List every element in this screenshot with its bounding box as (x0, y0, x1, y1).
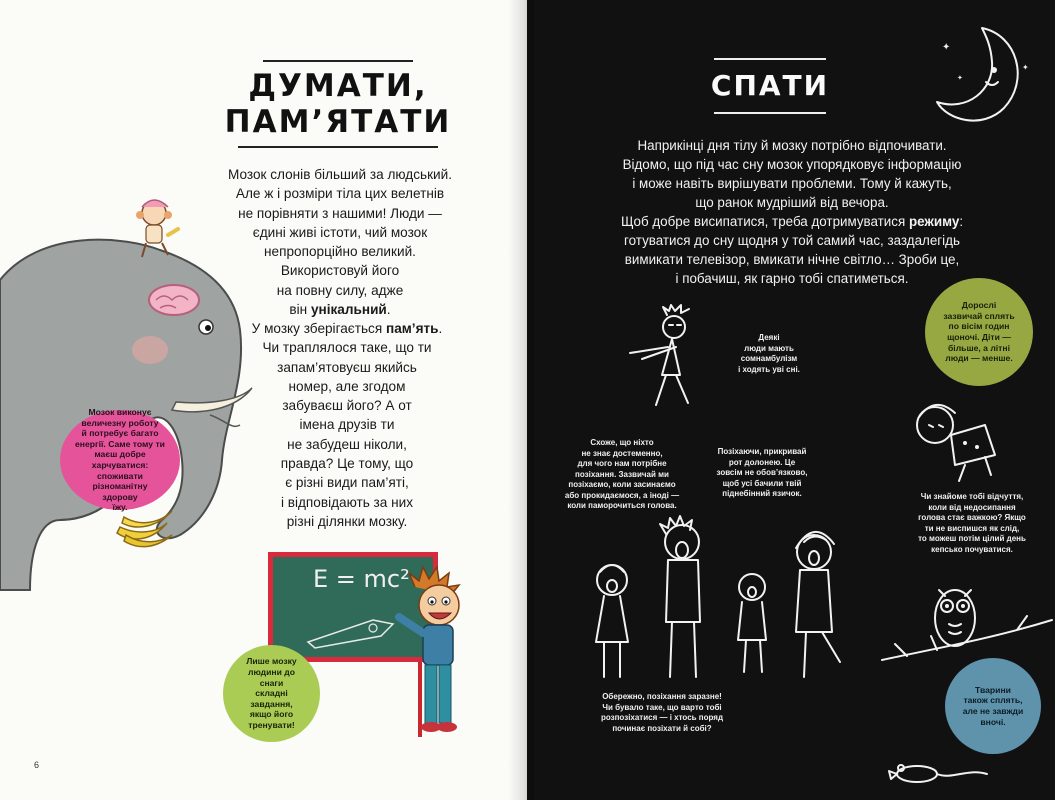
text-line: Щоб добре висипатися, треба дотримуватися режиму: (620, 214, 964, 229)
text-line: У мозку зберігається пам’ять. (251, 321, 443, 336)
child-1 (596, 565, 628, 677)
boy-illustration (385, 565, 495, 745)
text-line: і відповідають за них (280, 494, 414, 510)
text-line: Чи траплялося таке, що ти (262, 340, 432, 356)
text-line: єдині живі істоти, чий мозок (252, 224, 428, 240)
child-4 (796, 532, 840, 677)
svg-text:✦: ✦ (942, 42, 951, 53)
keyword-regime: режиму (908, 214, 960, 229)
text-line: імена друзів ти (299, 417, 395, 433)
title-rule-top (263, 60, 413, 62)
info-bubble-pink: Мозок виконує величезну роботу й потребує багато енергії. Саме тому ти маєш добре харчуватися: споживати різноманітну здорову їжу. (60, 410, 180, 510)
child-2 (660, 516, 700, 677)
left-page (0, 0, 527, 800)
page-number: 6 (34, 760, 40, 770)
keyword-memory: пам’ять (385, 321, 439, 336)
right-title (707, 58, 833, 114)
mouse-illustration (877, 758, 992, 788)
sleepwalker-illustration (622, 305, 732, 415)
text-line: номер, але згодом (288, 378, 406, 394)
text-line: на повну силу, адже (276, 282, 404, 298)
note-why-yawn: Схоже, що ніхто не знає достеменно, для чого нам потрібне позіхання. Зазвичай ми позіхаємо, коли засинаємо або прокидаємося, а іноді — коли паморочиться голова. (564, 438, 680, 510)
note-somnambulism: Деякі люди мають сомнамбулізм і ходять уві сні. (738, 333, 800, 374)
title-text: СПАТИ (710, 69, 830, 102)
svg-text:✦: ✦ (1022, 63, 1029, 72)
note-tired: Чи знайоме тобі відчуття, коли від недосипання голова стає важкою? Якщо ти не виспишся як слід, то можеш потім цілий день кепсько почуватися. (918, 492, 1026, 554)
keyword-unique: унікальний (310, 302, 387, 318)
text-line: він унікальний. (289, 302, 391, 318)
info-bubble-adults: Дорослі зазвичай сплять по вісім годин щоночі. Діти — більше, а літні люди — менше. (925, 278, 1033, 386)
info-bubble-animals: Тварини також сплять, але не завжди вночі. (945, 658, 1041, 754)
title-rule-bottom (714, 112, 826, 114)
text-line: забуваєш його? А от (282, 398, 412, 414)
keyword-somnambulism: сомнамбулізм (740, 354, 798, 363)
info-bubble-green: Лише мозку людини до снаги складні завдання, якщо його тренувати! (223, 645, 320, 742)
svg-text:✦: ✦ (957, 75, 963, 82)
text-line: не забудеш ніколи, (287, 436, 407, 452)
title-rule-bottom (238, 146, 438, 148)
text-line: Але ж і розміри тіла цих велетнів (235, 186, 445, 202)
text-line: запам’ятовуєш якийсь (277, 359, 417, 375)
text-line: не порівняти з нашими! Люди — (238, 205, 442, 221)
note-cover-mouth: Позіхаючи, прикривай рот долонею. Це зовсім не обов’язково, щоб усі бачили твій піднебінний язичок. (716, 447, 808, 498)
right-page (527, 0, 1055, 800)
yawning-children-illustration (582, 512, 852, 687)
text-line: різні ділянки мозку. (286, 513, 408, 529)
note-contagious-yawn: Обережно, позіхання заразне! Чи бувало таке, що варто тобі розпозіхатися — і хтось поряд починає позіхати й собі? (600, 692, 724, 733)
formula-text: E = mc² (313, 565, 410, 593)
text-line: правда? Це тому, що (280, 456, 414, 472)
paragraph-sleep (557, 136, 1027, 288)
text-line: і побачиш, як гарно тобі спатиметься. (675, 271, 909, 286)
title-rule-top (714, 58, 826, 60)
left-title (223, 60, 453, 148)
text-line: Наприкінці дня тілу й мозку потрібно відпочивати. (637, 138, 947, 153)
text-line: і може навіть вирішувати проблеми. Тому й кажуть, (632, 176, 952, 191)
text-line: готуватися до сну щодня у той самий час, заздалегідь (624, 233, 960, 248)
text-line: Використовуй його (280, 263, 400, 279)
text-line: вимикати телевізор, вмикати нічне світло… Зроби це, (624, 252, 960, 267)
text-line: що ранок мудріший від вечора. (695, 195, 889, 210)
title-line-1: ДУМАТИ, (248, 68, 428, 104)
text-line: непропорційно великий. (264, 244, 416, 260)
moon-icon (922, 20, 1032, 130)
title-line-2: ПАМ’ЯТАТИ (224, 104, 452, 140)
child-3 (738, 574, 766, 672)
keyword-yawning: позіхання (575, 469, 615, 479)
tired-girl-illustration (895, 395, 1005, 485)
text-line: Мозок слонів більший за людський. (227, 167, 453, 182)
text-line: Відомо, що під час сну мозок упорядковує інформацію (622, 157, 962, 172)
girl-illustration (128, 195, 188, 265)
text-line: є різні види пам’яті, (285, 475, 409, 491)
